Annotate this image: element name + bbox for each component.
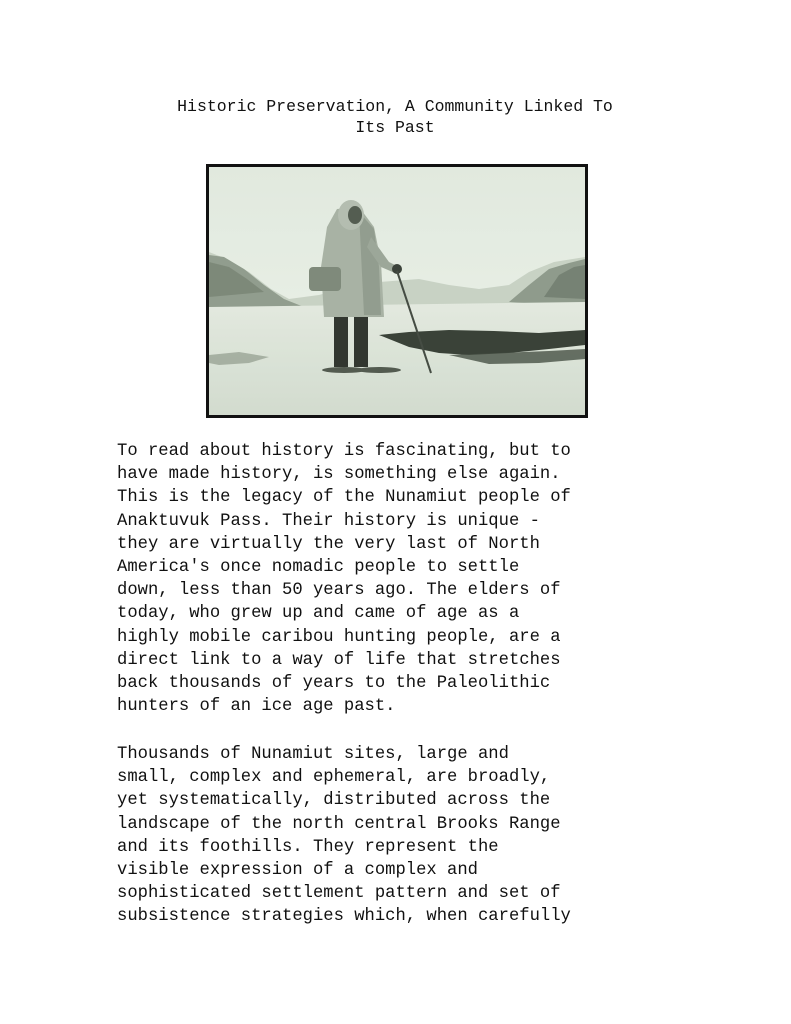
- hunter-in-mountain-pass-photo-icon: [209, 167, 585, 415]
- body-paragraph-2: Thousands of Nunamiut sites, large and small, complex and ephemeral, are broadly, yet systematically, distributed across the landscape of the north central Brooks Range and its foothills. They represent the visible expression of a complex and sophisticated settlement pattern and set of subsistence strategies which, when carefully: [117, 745, 571, 927]
- photo-tint: [209, 167, 585, 415]
- body-paragraph-1: To read about history is fascinating, but to have made history, is something else again. This is the legacy of the Nunamiut people of Anaktuvuk Pass. Their history is unique - they are virtually the very last of North America's once nomadic people to settle down, less than 50 years ago. The elders of today, who grew up and came of age as a highly mobile caribou hunting people, are a direct link to a way of life that stretches back thousands of years to the Paleolithic hunters of an ice age past.: [117, 442, 571, 717]
- page-title: Historic Preservation, A Community Linked To Its Past: [177, 97, 613, 137]
- historic-photograph: [206, 164, 588, 418]
